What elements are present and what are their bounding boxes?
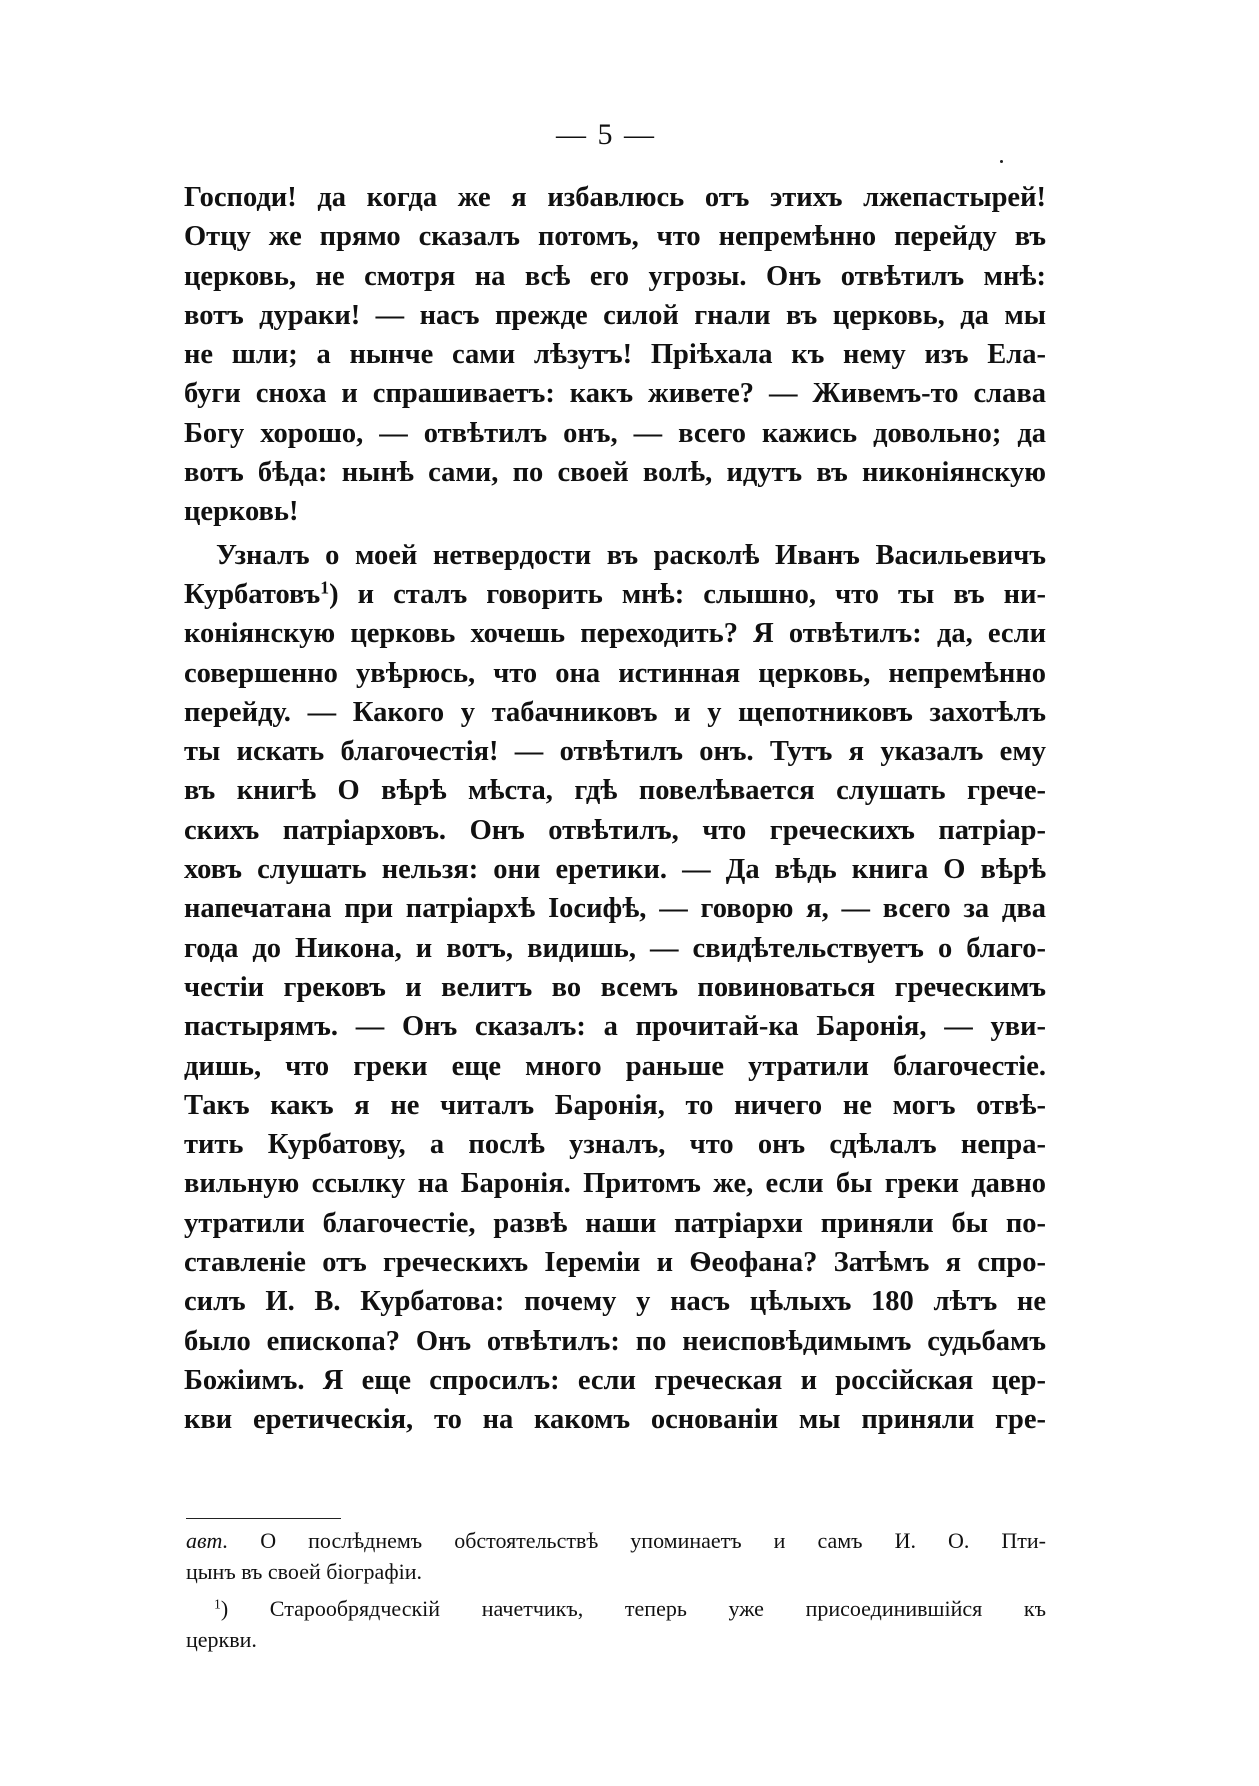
paragraph-1 (184, 178, 1046, 532)
text-line: Отцу же прямо сказалъ потомъ, что непремѣнно перейду въ (184, 221, 1046, 253)
footnote-divider (186, 1518, 341, 1519)
text-line: пастырямъ. — Онъ сказалъ: а прочитай-ка Баронія, — уви- (184, 1011, 1046, 1043)
footnote-line: $^1$) Старообрядческій начетчикъ, теперь уже присоединившійся къ (214, 1596, 1046, 1621)
text-line: Богу хорошо, — отвѣтилъ онъ, — всего кажись довольно; да (184, 417, 1046, 449)
footnote-marker: 1 (214, 1596, 221, 1612)
text-line: церковь! (184, 496, 299, 528)
text-line: утратили благочестіе, развѣ наши патріархи приняли бы по- (184, 1207, 1046, 1239)
text-line: церковь, не смотря на всѣ его угрозы. Онъ отвѣтилъ мнѣ: (184, 260, 1046, 292)
text-line: въ книгѣ О вѣрѣ мѣста, гдѣ повелѣвается слушать грече- (184, 775, 1046, 807)
text-line: Такъ какъ я не читалъ Баронія, то ничего не могъ отвѣ- (184, 1089, 1046, 1121)
footnotes (186, 1525, 1046, 1655)
text-line: Узналъ о моей нетвердости въ расколѣ Иванъ Васильевичъ (216, 539, 1046, 571)
text-line-with-footnote-ref: Курбатовъ$^1$) и сталъ говорить мнѣ: слышно, что ты въ ни- (184, 577, 1046, 610)
footnote-line: цынъ въ своей біографіи. (186, 1559, 422, 1584)
page-number: — 5 — (556, 118, 656, 151)
text-line: буги сноха и спрашиваетъ: какъ живете? — Живемъ-то слава (184, 378, 1046, 410)
text-line: Божіимъ. Я еще спросилъ: если греческая и россійская цер- (184, 1364, 1046, 1396)
text-line: честіи грековъ и велитъ во всемъ повиноваться греческимъ (184, 971, 1046, 1003)
print-speck (1000, 160, 1003, 163)
text-line: не шли; а нынче сами лѣзутъ! Пріѣхала къ нему изъ Ела- (184, 339, 1046, 371)
text-line: тить Курбатову, а послѣ узналъ, что онъ сдѣлалъ непра- (184, 1129, 1046, 1161)
footnote-ref: 1 (320, 577, 330, 598)
text-line: дишь, что греки еще много раньше утратили благочестіе. (184, 1050, 1046, 1082)
text-line: ховъ слушать нельзя: они еретики. — Да вѣдь книга О вѣрѣ (184, 854, 1046, 886)
paragraph-2 (184, 536, 1046, 1440)
main-text (184, 178, 1046, 1440)
text-line: вильную ссылку на Баронія. Притомъ же, если бы греки давно (184, 1168, 1046, 1200)
text-line: напечатана при патріархѣ Іосифѣ, — говорю я, — всего за два (184, 893, 1046, 925)
text-line: совершенно увѣрюсь, что она истинная церковь, непремѣнно (184, 657, 1046, 689)
footnote-line: авт. О послѣднемъ обстоятельствѣ упоминаетъ и самъ И. О. Пти- (186, 1528, 1046, 1553)
text-line: Господи! да когда же я избавлюсь отъ этихъ лжепастырей! (184, 182, 1046, 213)
text-line: перейду. — Какого у табачниковъ и у щепотниковъ захотѣлъ (184, 696, 1046, 728)
text-line: кви еретическія, то на какомъ основаніи мы приняли гре- (184, 1404, 1046, 1436)
text-line: вотъ бѣда: нынѣ сами, по своей волѣ, идутъ въ никоніянскую (184, 457, 1046, 489)
footnote-line: церкви. (186, 1627, 257, 1652)
text-line: силъ И. В. Курбатова: почему у насъ цѣлыхъ 180 лѣтъ не (184, 1286, 1046, 1318)
text-line: ставленіе отъ греческихъ Іереміи и Ѳеофана? Затѣмъ я спро- (184, 1247, 1046, 1279)
text-line: скихъ патріарховъ. Онъ отвѣтилъ, что греческихъ патріар- (184, 814, 1046, 846)
text-line: ты искать благочестія! — отвѣтилъ онъ. Тутъ я указалъ ему (184, 736, 1046, 768)
text-line: было епископа? Онъ отвѣтилъ: по неисповѣдимымъ судьбамъ (184, 1325, 1046, 1357)
footnote-1 (186, 1593, 1046, 1655)
text-line: вотъ дураки! — насъ прежде силой гнали въ церковь, да мы (184, 299, 1046, 331)
text-line: коніянскую церковь хочешь переходить? Я отвѣтилъ: да, если (184, 618, 1046, 650)
footnote-continuation (186, 1525, 1046, 1587)
text-line: года до Никона, и вотъ, видишь, — свидѣтельствуетъ о благо- (184, 932, 1046, 964)
